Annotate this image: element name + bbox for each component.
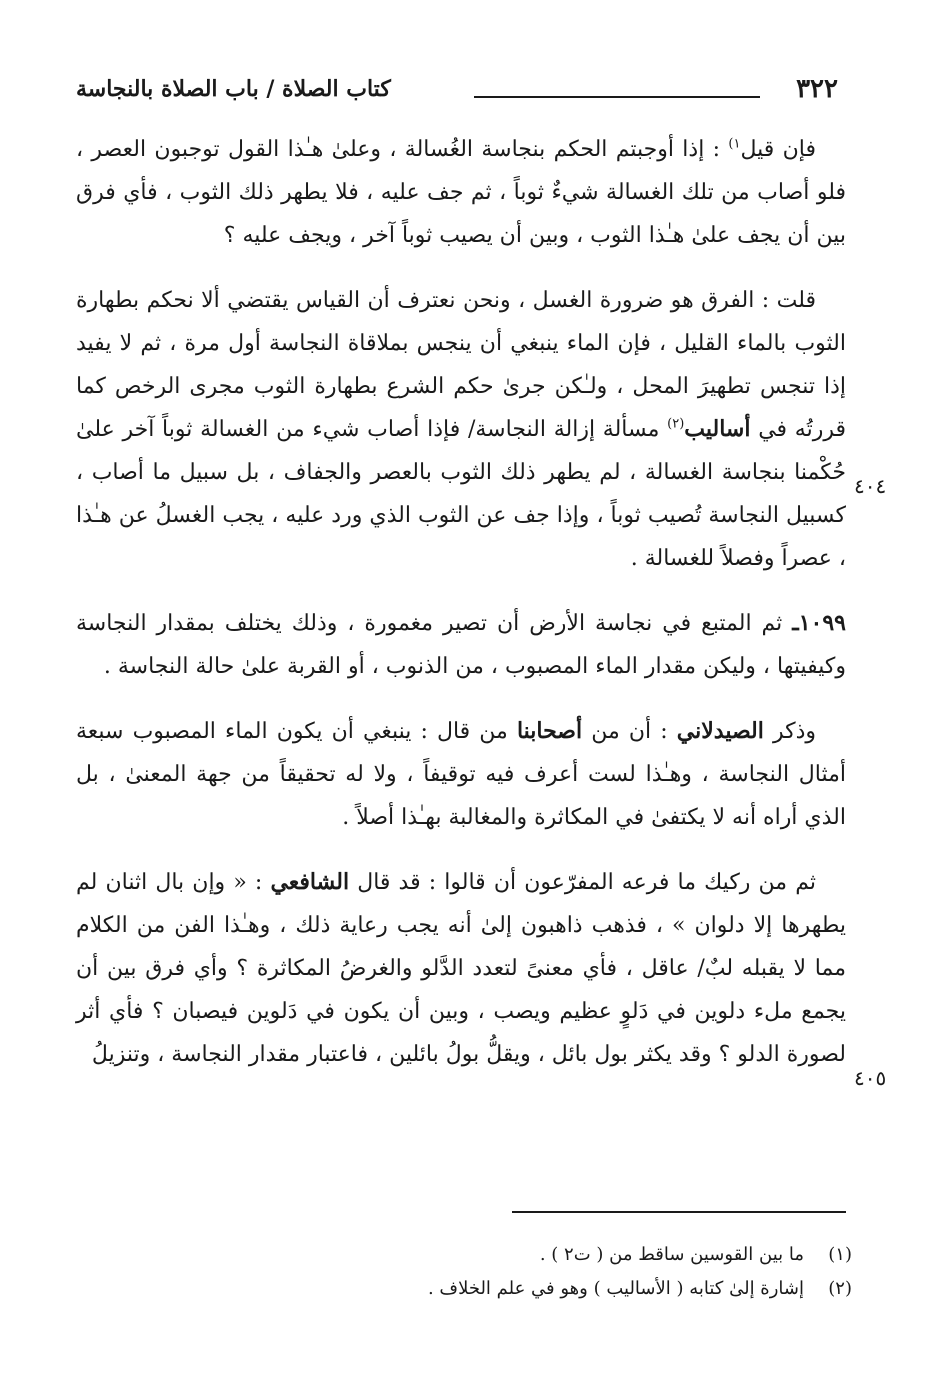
footnote [152,1238,852,1272]
margin-number: ٤٠٤ [854,474,887,498]
footnote [152,1272,852,1306]
footnote-number: (٢) [828,1278,852,1299]
paragraph: قلت : الفرق هو ضرورة الغسل ، ونحن نعترف أن القياس يقتضي ألا نحكم بطهارة الثوب بالماء القليل ، فإن الماء ينبغي أن ينجس بملاقاة النجاسة أول مرة ، ثم لا يفيد إذا تنجس تطهيرَ المحل ، ولـٰكن جرىٰ حكم الشرع بطهارة الثوب مجرى الرخص كما قررتُه في أساليب$^{(٢)}$ مسألة إزالة النجاسة/ فإذا أصاب شيء من الغسالة ثوباً آخر علىٰ حُكْمنا بنجاسة الغسالة ، لم يطهر ذلك الثوب بالعصر والجفاف ، بل سبيل ما أصاب ، كسبيل النجاسة تُصيب ثوباً ، وإذا جف عن الثوب الذي ورد عليه ، يجب الغسلُ عن هـٰذا ، عصراً وفصلاً للغسالة . [76,288,846,571]
main-text [76,128,846,1098]
footnote-text: ما بين القوسين ساقط من ( ت٢ ) . [539,1244,804,1265]
page-number: ٣٢٢ [796,74,838,104]
emphasis-name: الصيدلاني [676,718,764,744]
numbered-paragraph: ١٠٩٩ـ ثم المتبع في نجاسة الأرض أن تصير مغمورة ، وذلك يختلف بمقدار النجاسة وكيفيتها ، وليكن مقدار الماء المصبوب ، من الذنوب ، أو القربة علىٰ حالة النجاسة . [76,610,846,679]
emphasis-name: الشافعي [270,869,350,895]
footnote-rule [512,1211,846,1213]
emphasis-term: أساليب [684,416,751,442]
footnote-marker: (٢) [667,416,685,432]
footnotes [152,1238,852,1306]
paragraph-number: ١٠٩٩ـ [792,610,846,636]
header-rule [474,96,760,98]
margin-number: ٤٠٥ [854,1066,887,1090]
footnote-marker: ١) [728,136,741,152]
emphasis-term: أصحابنا [516,718,583,744]
paragraph: فإن قيل$^{١)}$ : إذا أوجبتم الحكم بنجاسة الغُسالة ، وعلىٰ هـٰذا القول توجبون العصر ، فلو أصاب من تلك الغسالة شيءٌ ثوباً ، ثم جف عليه ، فلا يطهر ذلك الثوب ، فأي فرق بين أن يجف علىٰ هـٰذا الثوب ، وبين أن يصيب ثوباً آخر ، ويجف عليه ؟ [76,136,846,248]
footnote-text: إشارة إلىٰ كتابه ( الأساليب ) وهو في علم الخلاف . [427,1278,804,1299]
paragraph: ثم من ركيك ما فرعه المفرّعون أن قالوا : قد قال الشافعي : « وإن بال اثنان لم يطهرها إلا دلوان » ، فذهب ذاهبون إلىٰ أنه يجب رعاية ذلك ، وهـٰذا الفن من الكلام مما لا يقبله لبٌ/ عاقل ، فأي معنىً لتعدد الدَّلو والغرضُ المكاثرة ؟ وأي فرق بين أن يجمع ملء دلوين في دَلوٍ عظيم ويصب ، وبين أن يكون في دَلوين فيصبان ؟ فأي أثر لصورة الدلو ؟ وقد يكثر بول بائل ، ويقلُّ بولُ بائلين ، فاعتبار مقدار النجاسة ، وتنزيلُ [76,869,846,1067]
page-header [76,74,838,114]
paragraph: وذكر الصيدلاني : أن من أصحابنا من قال : ينبغي أن يكون الماء المصبوب سبعة أمثال النجاسة ، وهـٰذا لست أعرف فيه توقيفاً ، ولا له تحقيقاً من جهة المعنىٰ ، بل الذي أراه أنه لا يكتفىٰ في المكاثرة والمغالبة بهـٰذا أصلاً . [76,718,846,830]
footnote-number: (١) [828,1244,852,1265]
running-title: كتاب الصلاة / باب الصلاة بالنجاسة [76,76,391,102]
